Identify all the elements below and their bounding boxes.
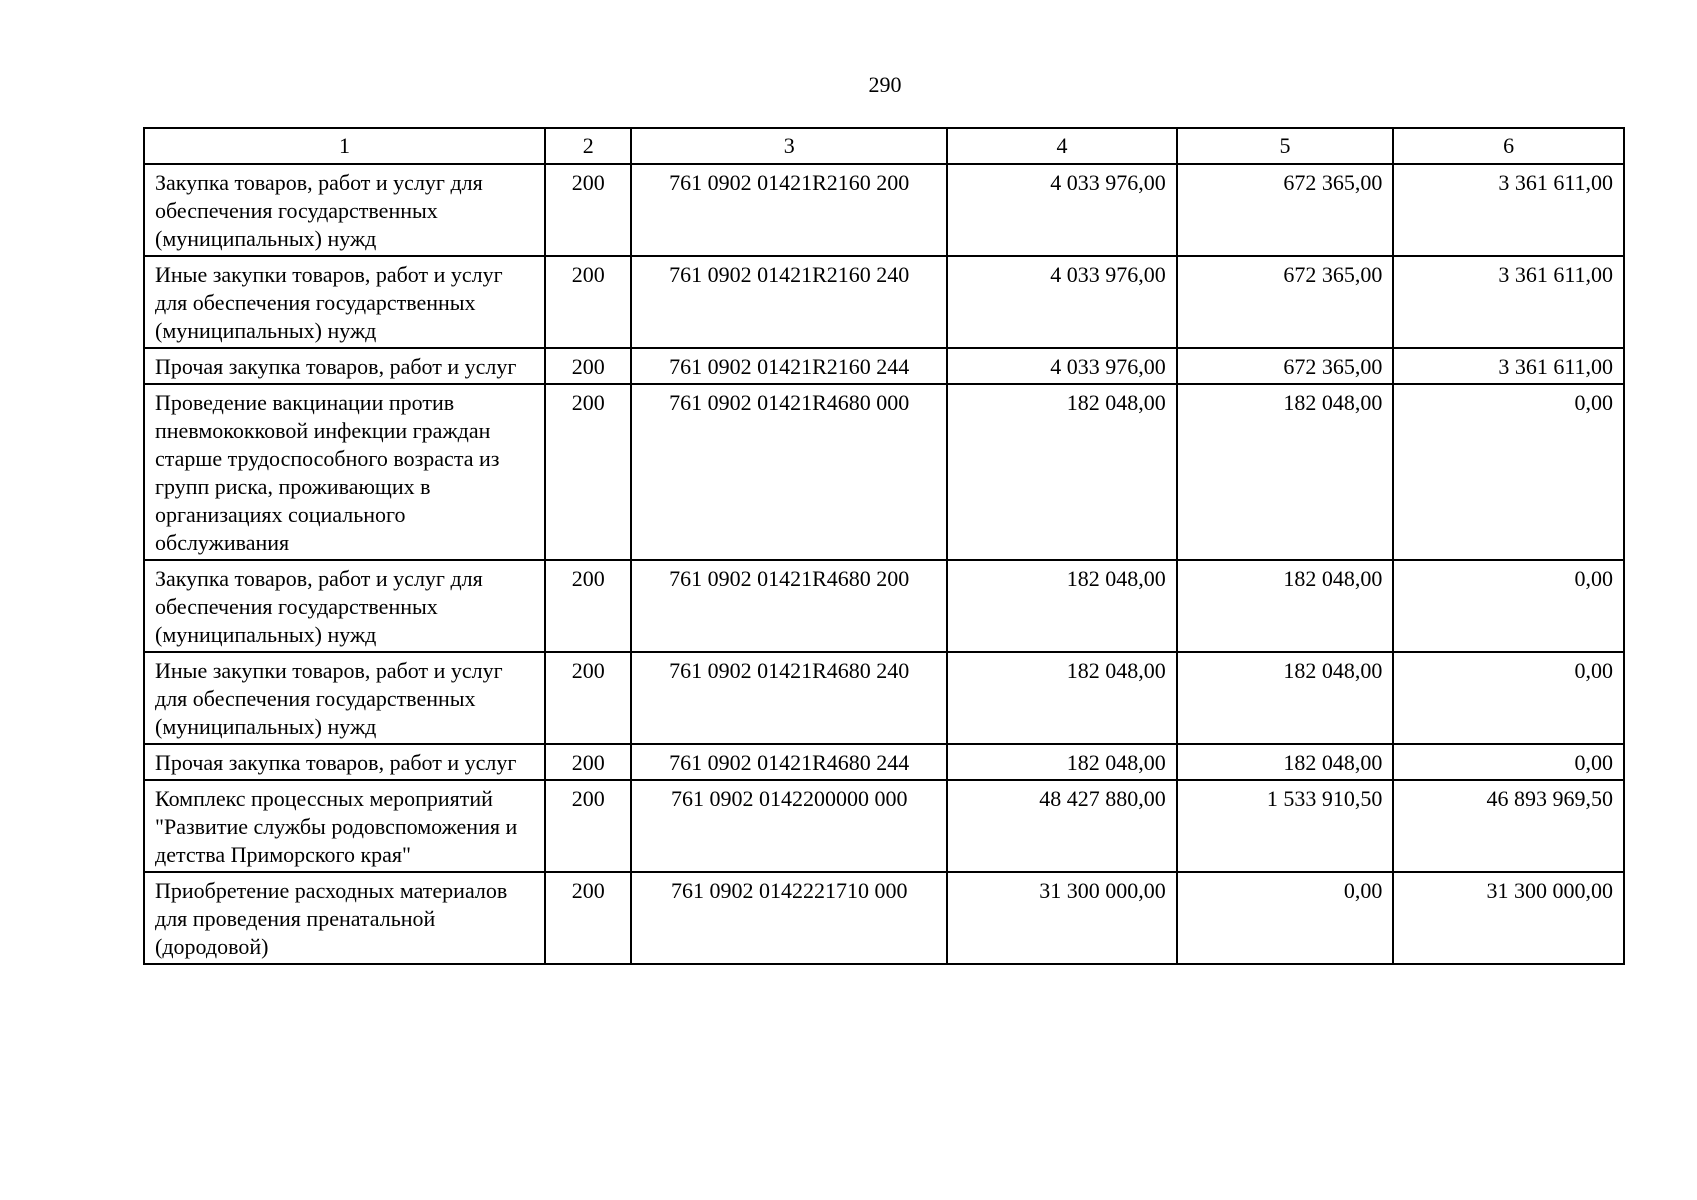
row-code: 761 0902 01421R2160 240 — [631, 256, 947, 348]
row-section: 200 — [545, 560, 631, 652]
row-value-6: 31 300 000,00 — [1393, 872, 1624, 964]
row-value-4: 48 427 880,00 — [947, 780, 1177, 872]
row-value-5: 182 048,00 — [1177, 744, 1394, 780]
row-name: Закупка товаров, работ и услуг для обеспечения государственных (муниципальных) нужд — [144, 164, 545, 256]
table-row — [144, 164, 1624, 256]
table-row — [144, 744, 1624, 780]
row-name: Прочая закупка товаров, работ и услуг — [144, 348, 545, 384]
row-code: 761 0902 0142200000 000 — [631, 780, 947, 872]
budget-table — [143, 127, 1625, 965]
row-value-5: 182 048,00 — [1177, 652, 1394, 744]
row-value-5: 0,00 — [1177, 872, 1394, 964]
row-code: 761 0902 01421R2160 244 — [631, 348, 947, 384]
row-code: 761 0902 01421R2160 200 — [631, 164, 947, 256]
row-code: 761 0902 01421R4680 000 — [631, 384, 947, 560]
row-name: Проведение вакцинации против пневмококковой инфекции граждан старше трудоспособного возраста из групп риска, проживающих в организациях социального обслуживания — [144, 384, 545, 560]
row-name: Прочая закупка товаров, работ и услуг — [144, 744, 545, 780]
row-value-4: 182 048,00 — [947, 744, 1177, 780]
row-code: 761 0902 0142221710 000 — [631, 872, 947, 964]
row-value-6: 46 893 969,50 — [1393, 780, 1624, 872]
row-value-5: 182 048,00 — [1177, 384, 1394, 560]
column-header-6: 6 — [1393, 128, 1624, 164]
row-value-4: 182 048,00 — [947, 384, 1177, 560]
row-value-4: 182 048,00 — [947, 652, 1177, 744]
table-row — [144, 872, 1624, 964]
row-name: Комплекс процессных мероприятий "Развитие службы родовспоможения и детства Приморского края" — [144, 780, 545, 872]
row-section: 200 — [545, 384, 631, 560]
row-value-5: 672 365,00 — [1177, 348, 1394, 384]
row-name: Приобретение расходных материалов для проведения пренатальной (дородовой) — [144, 872, 545, 964]
row-value-6: 0,00 — [1393, 652, 1624, 744]
row-name: Иные закупки товаров, работ и услуг для обеспечения государственных (муниципальных) нужд — [144, 652, 545, 744]
column-header-3: 3 — [631, 128, 947, 164]
table-header-row — [144, 128, 1624, 164]
row-value-4: 4 033 976,00 — [947, 256, 1177, 348]
row-value-6: 0,00 — [1393, 744, 1624, 780]
row-name: Закупка товаров, работ и услуг для обеспечения государственных (муниципальных) нужд — [144, 560, 545, 652]
row-value-5: 1 533 910,50 — [1177, 780, 1394, 872]
row-value-4: 182 048,00 — [947, 560, 1177, 652]
table-row — [144, 652, 1624, 744]
column-header-1: 1 — [144, 128, 545, 164]
row-code: 761 0902 01421R4680 244 — [631, 744, 947, 780]
row-value-6: 0,00 — [1393, 384, 1624, 560]
row-value-6: 3 361 611,00 — [1393, 256, 1624, 348]
row-value-4: 4 033 976,00 — [947, 164, 1177, 256]
row-value-5: 672 365,00 — [1177, 164, 1394, 256]
row-section: 200 — [545, 872, 631, 964]
row-code: 761 0902 01421R4680 200 — [631, 560, 947, 652]
row-name: Иные закупки товаров, работ и услуг для обеспечения государственных (муниципальных) нужд — [144, 256, 545, 348]
table-row — [144, 348, 1624, 384]
row-section: 200 — [545, 348, 631, 384]
row-section: 200 — [545, 164, 631, 256]
row-value-6: 3 361 611,00 — [1393, 348, 1624, 384]
row-section: 200 — [545, 780, 631, 872]
column-header-2: 2 — [545, 128, 631, 164]
row-value-4: 4 033 976,00 — [947, 348, 1177, 384]
table-row — [144, 256, 1624, 348]
row-section: 200 — [545, 652, 631, 744]
column-header-4: 4 — [947, 128, 1177, 164]
row-value-4: 31 300 000,00 — [947, 872, 1177, 964]
row-value-5: 672 365,00 — [1177, 256, 1394, 348]
row-section: 200 — [545, 256, 631, 348]
row-section: 200 — [545, 744, 631, 780]
table-row — [144, 780, 1624, 872]
table-row — [144, 384, 1624, 560]
table-row — [144, 560, 1624, 652]
row-value-6: 0,00 — [1393, 560, 1624, 652]
row-value-5: 182 048,00 — [1177, 560, 1394, 652]
column-header-5: 5 — [1177, 128, 1394, 164]
page-number: 290 — [868, 72, 902, 97]
row-value-6: 3 361 611,00 — [1393, 164, 1624, 256]
row-code: 761 0902 01421R4680 240 — [631, 652, 947, 744]
